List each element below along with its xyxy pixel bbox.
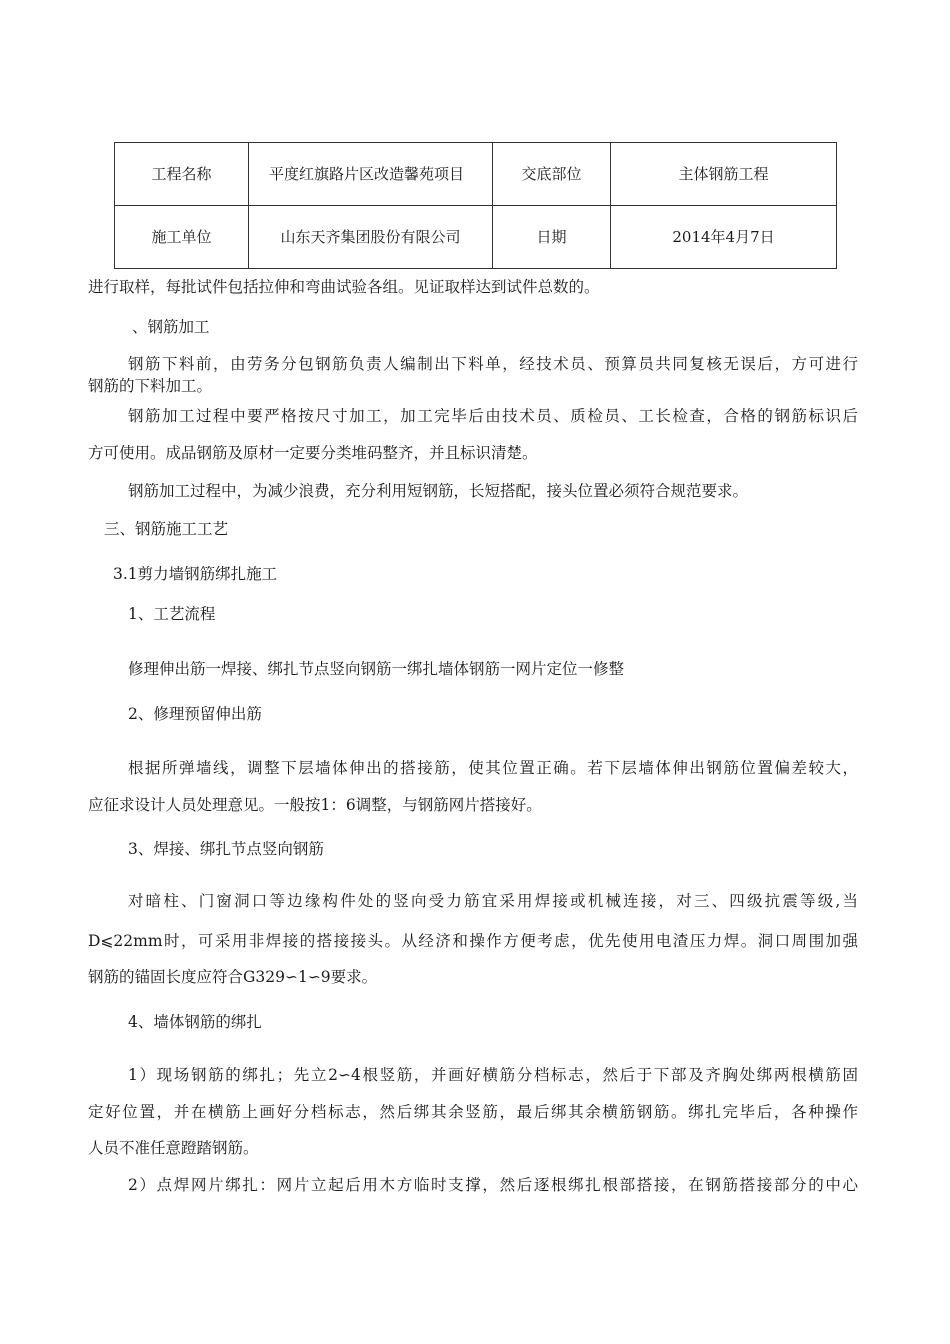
step-heading: 2、修理预留伸出筋: [128, 705, 262, 723]
table-cell-project-name: 平度红旗路片区改造馨苑项目: [249, 143, 493, 206]
body-text-line: 对暗柱、门窗洞口等边缘构件处的竖向受力筋宜采用焊接或机械连接，对三、四级抗震等级,当: [128, 892, 858, 910]
step-heading: 4、墙体钢筋的绑扎: [128, 1013, 262, 1031]
table-cell-label: 交底部位: [493, 143, 611, 206]
table-row: [115, 206, 837, 269]
body-text-line: 定好位置，并在横筋上画好分档标志，然后绑其余竖筋，最后绑其余横筋钢筋。绑扎完毕后，各种操作: [88, 1103, 858, 1121]
section-heading: 三、钢筋施工工艺: [104, 520, 229, 538]
body-text-line: 1）现场钢筋的绑扎；先立2∽4根竖筋，并画好横筋分档标志，然后于下部及齐胸处绑两根横筋固: [128, 1066, 858, 1084]
body-text-line: 方可使用。成品钢筋及原材一定要分类堆码整齐，并且标识清楚。: [88, 444, 538, 462]
step-heading: 3、焊接、绑扎节点竖向钢筋: [128, 840, 324, 858]
body-text-line: 钢筋加工过程中，为减少浪费，充分利用短钢筋，长短搭配，接头位置必须符合规范要求。: [128, 482, 749, 500]
body-text-line: 修理伸出筋一焊接、绑扎节点竖向钢筋一绑扎墙体钢筋一网片定位一修整: [128, 660, 625, 678]
subsection-heading: 3.1剪力墙钢筋绑扎施工: [113, 565, 278, 583]
step-heading: 1、工艺流程: [128, 605, 216, 623]
body-text-line: 根据所弹墙线，调整下层墙体伸出的搭接筋，使其位置正确。若下层墙体伸出钢筋位置偏差较大，: [128, 759, 858, 777]
project-info-table: [114, 142, 837, 269]
body-text-line: 2）点焊网片绑扎：网片立起后用木方临时支撑，然后逐根绑扎根部搭接，在钢筋搭接部分的中心: [128, 1176, 858, 1194]
table-cell-scope: 主体钢筋工程: [611, 143, 837, 206]
section-heading: 、钢筋加工: [132, 318, 210, 336]
body-text-line: 钢筋的锚固长度应符合G329∽1∽9要求。: [88, 968, 378, 986]
table-cell-date: 2014年4月7日: [611, 206, 837, 269]
table-cell-label: 工程名称: [115, 143, 249, 206]
body-text-line: 进行取样，每批试件包括拉伸和弯曲试验各组。见证取样达到试件总数的。: [88, 278, 600, 296]
body-text-line: 钢筋下料前，由劳务分包钢筋负责人编制出下料单，经技术员、预算员共同复核无误后，方可进行: [128, 355, 858, 373]
body-text-line: 钢筋加工过程中要严格按尺寸加工，加工完毕后由技术员、质检员、工长检查，合格的钢筋标识后: [128, 407, 858, 425]
table-cell-label: 施工单位: [115, 206, 249, 269]
table-cell-contractor: 山东天齐集团股份有限公司: [249, 206, 493, 269]
body-text-line: D⩽22mm时，可采用非焊接的搭接接头。从经济和操作方便考虑，优先使用电渣压力焊。洞口周围加强: [88, 932, 858, 950]
table-cell-label: 日期: [493, 206, 611, 269]
body-text-line: 钢筋的下料加工。: [88, 377, 213, 395]
body-text-line: 人员不准任意蹬踏钢筋。: [88, 1139, 259, 1157]
body-text-line: 应征求设计人员处理意见。一般按1：6调整，与钢筋网片搭接好。: [88, 796, 542, 814]
table-row: [115, 143, 837, 206]
